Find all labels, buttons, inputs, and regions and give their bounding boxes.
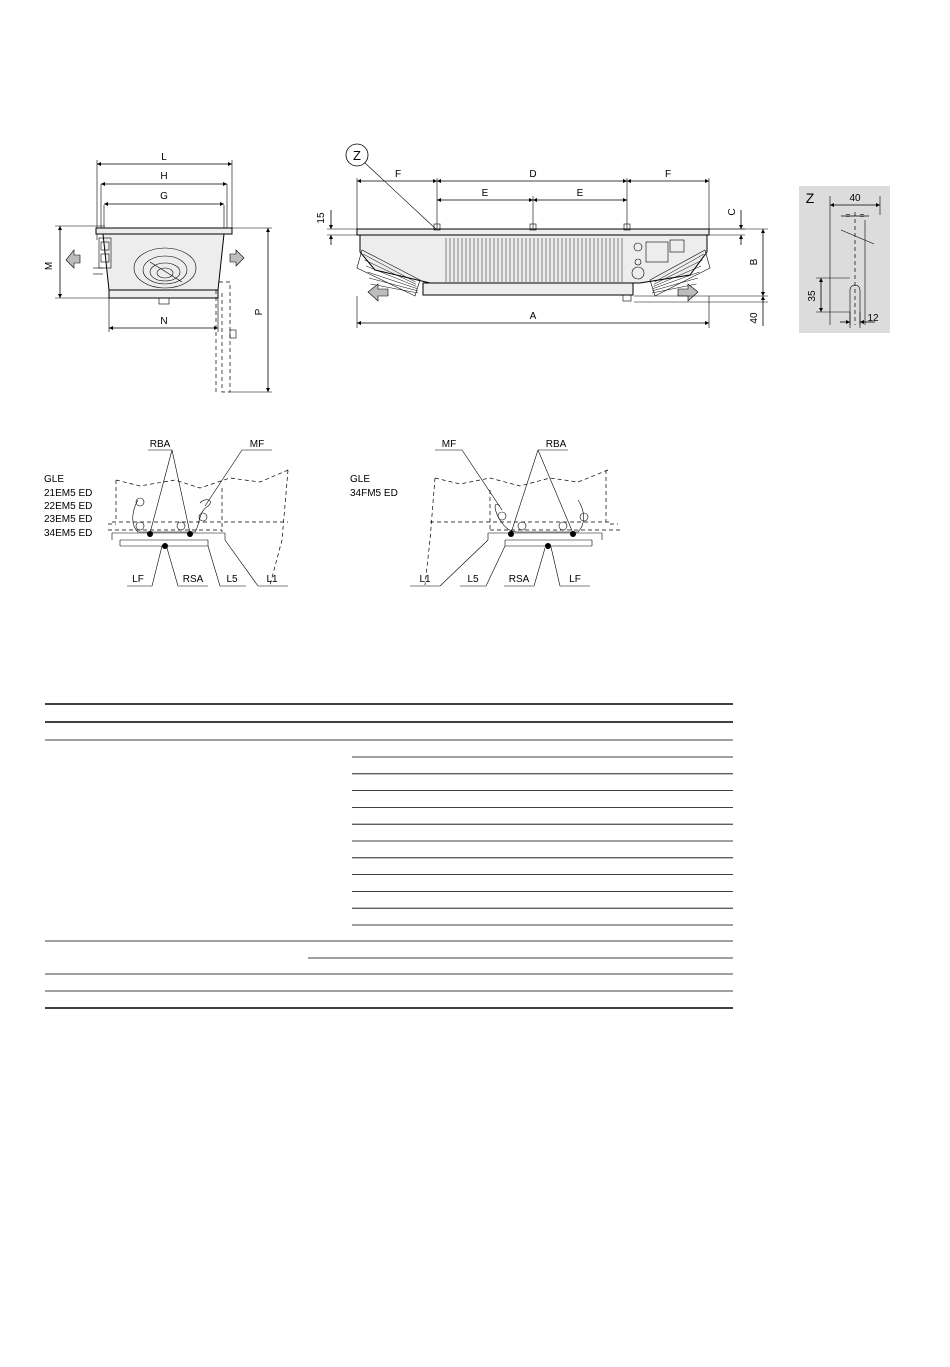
airflow-arrow-icon	[230, 250, 244, 266]
model-line: 22EM5 ED	[44, 501, 93, 512]
model-line: 23EM5 ED	[44, 514, 93, 525]
detail-z-panel	[799, 186, 890, 333]
detail-eq-1: =	[845, 211, 851, 220]
dim-label-b: B	[749, 258, 760, 266]
label-l1: L1	[419, 574, 431, 585]
label-l5: L5	[226, 574, 238, 585]
dim-label-e-right: E	[576, 188, 584, 199]
side-drip-tray	[423, 283, 633, 295]
label-rsa: RSA	[182, 574, 204, 585]
detail-dim-40: 40	[849, 193, 861, 204]
dim-label-c: C	[727, 208, 738, 216]
model-line: 34FM5 ED	[350, 488, 398, 499]
wiring-detail-left	[44, 439, 288, 586]
dim-label-l: L	[161, 152, 167, 163]
dim-label-p: P	[254, 308, 265, 316]
side-view	[316, 144, 768, 328]
label-rba: RBA	[545, 439, 567, 450]
label-l1: L1	[266, 574, 278, 585]
label-mf: MF	[441, 439, 457, 450]
model-line: 34EM5 ED	[44, 528, 93, 539]
front-unit-body	[103, 234, 224, 290]
dim-label-h: H	[160, 171, 168, 182]
dim-label-d: D	[529, 169, 537, 180]
front-top-plate	[96, 228, 232, 234]
spec-table-rules	[45, 704, 733, 1008]
detail-eq-2: =	[859, 211, 865, 220]
detail-callout-label: Z	[353, 148, 361, 163]
dim-label-15: 15	[316, 212, 327, 224]
detail-z	[799, 186, 890, 333]
model-line: GLE	[350, 474, 371, 485]
label-lf: LF	[132, 574, 144, 585]
wiring-detail-right	[350, 439, 620, 586]
label-rba: RBA	[149, 439, 171, 450]
detail-z-title: Z	[805, 190, 815, 206]
label-l5: L5	[467, 574, 479, 585]
dim-label-g: G	[160, 191, 168, 202]
service-clearance	[219, 282, 230, 392]
dim-label-m: M	[44, 261, 55, 271]
detail-dim-35: 35	[807, 290, 818, 302]
model-line: 21EM5 ED	[44, 488, 93, 499]
detail-dim-12: 12	[867, 313, 879, 324]
model-line: GLE	[44, 474, 65, 485]
dim-label-n: N	[160, 316, 168, 327]
dim-label-f-right: F	[664, 169, 672, 180]
front-drip-tray	[109, 290, 218, 298]
label-rsa: RSA	[508, 574, 530, 585]
dim-label-40: 40	[749, 312, 760, 324]
dim-label-e-left: E	[481, 188, 489, 199]
dim-label-a: A	[529, 311, 537, 322]
label-mf: MF	[249, 439, 265, 450]
front-view	[44, 152, 272, 395]
airflow-arrow-icon	[66, 250, 80, 268]
dim-label-f-left: F	[394, 169, 402, 180]
label-lf: LF	[569, 574, 581, 585]
airflow-arrow-icon	[678, 284, 698, 301]
